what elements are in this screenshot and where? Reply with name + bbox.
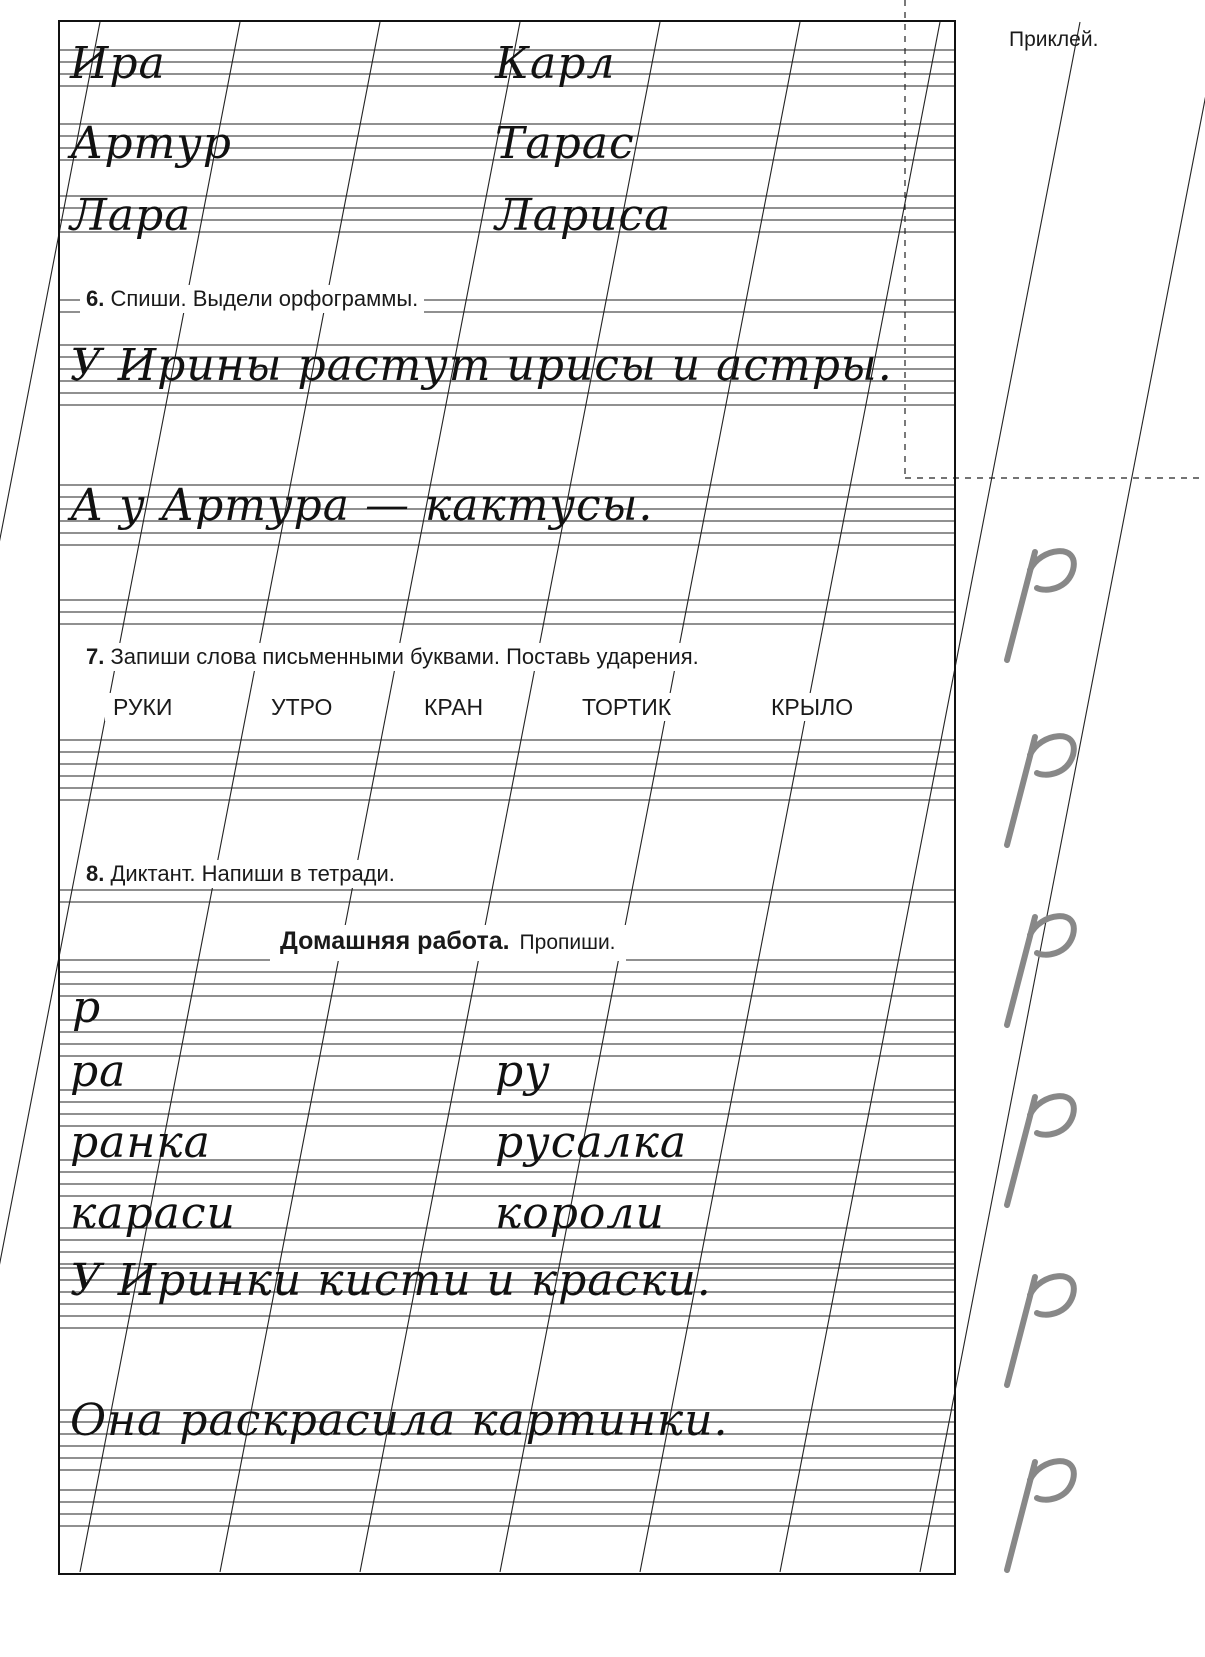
slant-guide-line <box>220 22 520 1572</box>
slant-guide-line <box>360 22 660 1572</box>
homework-sentence-1: У Иринки кисти и краски. <box>70 1255 712 1306</box>
homework-subtitle: Пропиши. <box>519 931 616 954</box>
task-6-line-2: А у Артура — кактусы. <box>70 480 654 531</box>
task-6-line-1: У Ирины растут ирисы и астры. <box>70 340 893 391</box>
homework-left-3: караси <box>70 1188 236 1239</box>
homework-left-1: ра <box>70 1046 127 1097</box>
homework-sentence-2: Она раскрасила картинки. <box>70 1395 729 1446</box>
homework-right-1: ру <box>495 1046 551 1097</box>
trace-letter-4 <box>985 1085 1095 1215</box>
trace-letter-1 <box>985 540 1095 670</box>
task-7-number: 7. <box>86 644 105 669</box>
task-7-word-4: ТОРТИК <box>574 693 679 721</box>
task-8-number: 8. <box>86 861 105 886</box>
name-right-1: Карл <box>495 38 616 89</box>
task-7-text: Запиши слова письменными буквами. Поставь ударения. <box>110 644 699 669</box>
homework-heading <box>270 925 626 961</box>
slant-guide-line <box>80 22 380 1572</box>
slant-guide-line <box>0 22 240 1572</box>
name-left-3: Лара <box>70 190 192 241</box>
task-7-word-5: КРЫЛО <box>763 693 861 721</box>
homework-right-2: русалка <box>495 1117 688 1168</box>
task-6-instruction <box>80 285 424 313</box>
task-7-instruction <box>80 643 705 671</box>
name-right-2: Тарас <box>495 118 635 169</box>
homework-right-3: короли <box>495 1188 665 1239</box>
homework-left-2: ранка <box>70 1117 211 1168</box>
task-6-number: 6. <box>86 286 105 311</box>
task-7-word-2: УТРО <box>263 693 340 721</box>
slant-guide-line <box>500 22 800 1572</box>
trace-letter-2 <box>985 725 1095 855</box>
slant-guide-line <box>640 22 940 1572</box>
homework-title: Домашняя работа. <box>280 927 510 955</box>
name-right-3: Лариса <box>495 190 672 241</box>
glue-note: Приклей. <box>1009 28 1099 51</box>
trace-letter-5 <box>985 1265 1095 1395</box>
trace-letter-3 <box>985 905 1095 1035</box>
name-left-2: Артур <box>70 118 232 169</box>
trace-letter-6 <box>985 1450 1095 1580</box>
task-8-instruction <box>80 860 401 888</box>
name-left-1: Ира <box>70 38 166 89</box>
task-7-word-1: РУКИ <box>105 693 180 721</box>
task-6-text: Спиши. Выдели орфограммы. <box>110 286 419 311</box>
task-7-word-3: КРАН <box>416 693 491 721</box>
task-8-text: Диктант. Напиши в тетради. <box>110 861 395 886</box>
slant-guide-line <box>0 22 100 1572</box>
homework-letter: р <box>72 982 102 1033</box>
